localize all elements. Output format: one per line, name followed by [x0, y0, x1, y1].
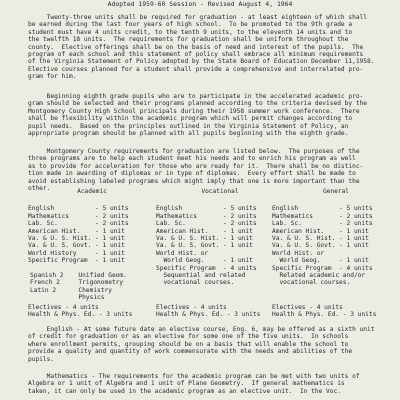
- column-vocational: [156, 188, 284, 287]
- column-title: Academic: [77, 188, 107, 195]
- column-requirements: English - 5 units Mathematics - 2 units Lab. Sc. - 2 units American Hist. - 1 unit Va. & U. S. Hist. - 1 unit Va. & U. S. Govt. - 1 unit World Hist. or World Geog. - 1 unit Specific Program - 4 units Sequential and related vocational courses.: [156, 205, 257, 287]
- column-requirements: English - 5 units Mathematics - 2 units Lab. Sc. - 2 units American Hist. - 1 unit Va. & U. S. Hist. - 1 unit Va. & U. S. Govt. - 1 unit World History - 1 unit Specific Program - 1 unit: [28, 205, 129, 265]
- electives-vocational: Electives - 4 units Health & Phys. Ed. - 3 units: [156, 304, 261, 319]
- column-academic: [28, 188, 156, 265]
- column-title: Vocational: [201, 188, 239, 195]
- electives-general: Electives - 4 units Health & Phys. Ed. - 3 units: [272, 304, 377, 319]
- paragraph-english: English - At some future date an elective course, Eng. 6, may be offered as a sixth unit of credit for graduation or as an elective for some one of the five units. In schools where enrollment permits, grouping should be on a basis that will enable the school to provide a quality and quantity of work commensurate with the needs and abilities of the pupils.: [28, 326, 375, 363]
- column-title: General: [322, 188, 350, 195]
- electives-academic: Electives - 4 units Health & Phys. Ed. - 3 units: [28, 304, 133, 319]
- column-requirements: English - 5 units Mathematics - 2 units Lab. Sc. - 2 units American Hist. - 1 unit Va. & U. S. Hist. - 1 unit Va. & U. S. Govt. - 1 unit World Hist. or World Geog. - 1 unit Specific Program - 4 units Related academic and/or vocational courses.: [272, 205, 373, 287]
- paragraph-eighth-grade: Beginning eighth grade pupils who are to participate in the accelerated academic pro- gram should be selected and their programs planned according to the criteria devised by the Montgomery County High School principals during their 1958 summer work conference. There shall be flexibility within the academic program which will permit changes according to pupil needs. Based on the principles outlined in the Virginia Statement of Policy, an appropriate program should be planned with all pupils beginning with the eighth grade.: [28, 93, 367, 138]
- document-header: Adopted 1959-60 Session - Revised August 4, 1964: [107, 0, 293, 8]
- academic-specific-subjects: Spanish 2 Unified Geom. French 2 Trigonometry Latin 2 Chemistry Physics: [30, 272, 127, 302]
- paragraph-graduation-units: Twenty-three units shall be required for graduation - at least eighteen of which shall be earned during the last four years of high school. To be promoted to the 9th grade a student must have 4 units credit, to the tenth 9 units, to the eleventh 14 units and to the twelfth 18 units. The requirements for graduation shall be uniform throughout the county. Elective offerings shall be on the basis of need and interest of the pupils. The program of each school and this statement of policy shall embrace all minimum requirements of the Virginia Statement of Policy adopted by the State Board of Education December 11,1958. Elective courses planned for a student shall provide a comprehensive and interrelated pro- gram for him.: [28, 14, 375, 81]
- paragraph-requirements-intro: Montgomery County requirements for graduation are listed below. The purposes of the three programs are to help each student meet his needs and to enrich his program as well as to provide for acceleration for those who are ready for it. There shall be no distinc- tion made in awarding of diplomas or in type of diplomas. Every effort shall be made to avoid establishing labeled programs which might imply that one is more important than the other.: [28, 148, 364, 193]
- paragraph-mathematics: Mathematics - The requirements for the academic program can be met with two units of Algebra or 1 unit of Algebra and 1 unit of Plane Geometry. If general mathematics is taken, it can only be used in the academic program as an elective unit. In the Voc.: [28, 373, 360, 395]
- column-general: [272, 188, 400, 287]
